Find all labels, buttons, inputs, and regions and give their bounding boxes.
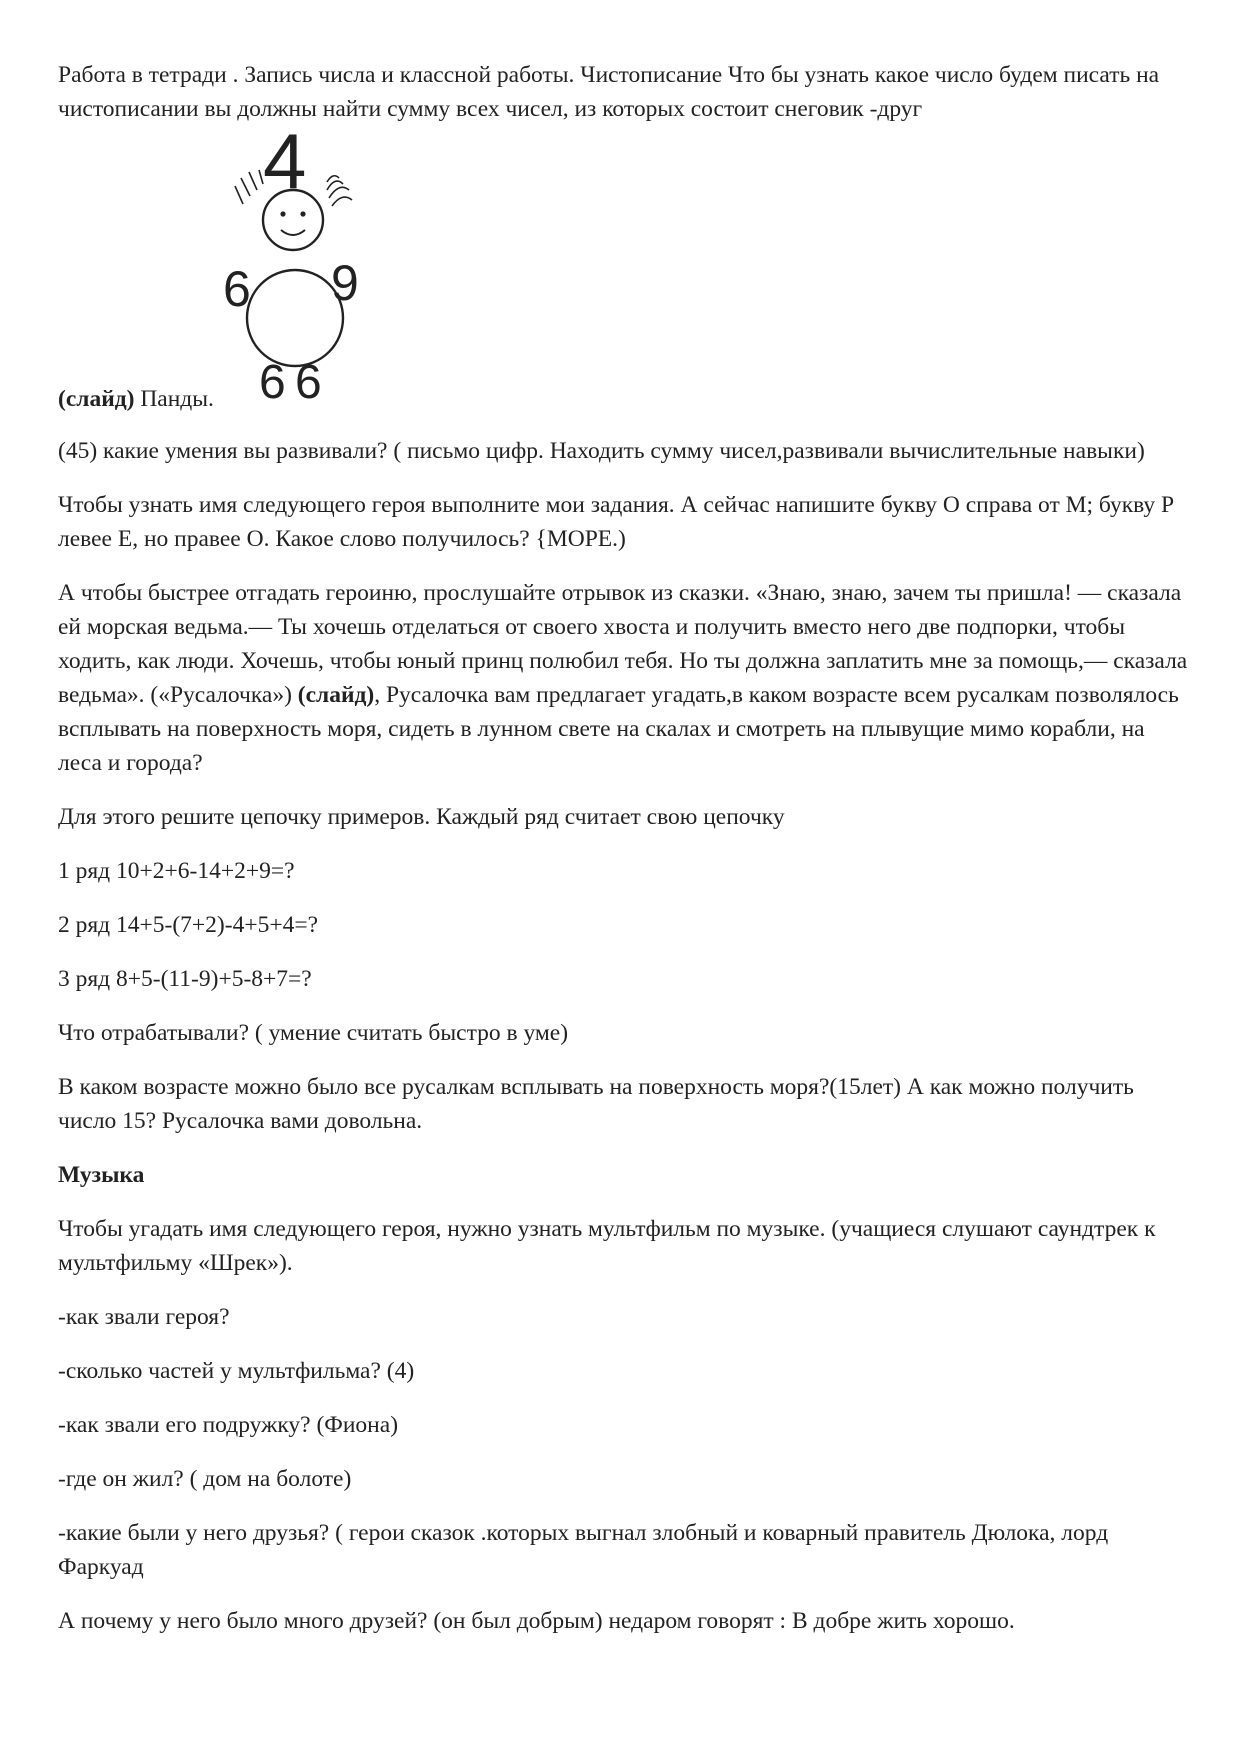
paragraph-music: Чтобы угадать имя следующего героя, нужно узнать мультфильм по музыке. (учащиеся слушают саундтрек к мультфильму «Шрек»).	[58, 1216, 1156, 1276]
pandas-text: Панды.	[134, 386, 214, 412]
paragraph-45: (45) какие умения вы развивали? ( письмо цифр. Находить сумму чисел,развивали вычислительные навыки)	[58, 438, 1145, 464]
paragraph-final: А почему у него было много друзей? (он был добрым) недаром говорят : В добре жить хорошо.	[58, 1608, 1015, 1634]
rusalka-text-2: , Русалочка вам предлагает угадать,в каком возрасте всем русалкам позволялось всплывать на поверхность моря, сидеть в лунном свете на скалах и смотреть на плывущие мимо корабли, на леса и города?	[58, 682, 1179, 776]
right-arm-digit-9: 9	[331, 255, 359, 311]
right-foot-digit-6: 6	[295, 356, 322, 409]
slide-pandas-line	[58, 382, 214, 416]
paragraph-practiced: Что отрабатывали? ( умение считать быстро в уме)	[58, 1020, 569, 1046]
question-parts: -сколько частей у мультфильма? (4)	[58, 1358, 415, 1384]
left-foot-digit-6: 6	[259, 356, 286, 409]
head-digit-4: 4	[263, 128, 307, 205]
smile	[281, 230, 305, 235]
row-2-example: 2 ряд 14+5-(7+2)-4+5+4=?	[58, 912, 319, 938]
intro-paragraph: Работа в тетради . Запись числа и классной работы. Чистописание Что бы узнать какое число будем писать на чистописании вы должны найти сумму всех чисел, из которых состоит снеговик -друг	[58, 62, 1160, 122]
rusalka-slide-label: (слайд)	[297, 682, 375, 708]
music-heading-text: Музыка	[58, 1162, 145, 1188]
question-girlfriend: -как звали его подружку? (Фиона)	[58, 1412, 399, 1438]
snowman-row	[58, 126, 1188, 416]
left-eye	[280, 211, 285, 216]
number-snowman-drawing	[223, 128, 413, 413]
slide-label: (слайд)	[58, 386, 135, 412]
paragraph-rusalka	[58, 576, 1188, 780]
paragraph-more: Чтобы узнать имя следующего героя выполните мои задания. А сейчас напишите букву О справа от М; букву Р левее Е, но правее О. Какое слово получилось? {МОРЕ.)	[58, 492, 1175, 552]
paragraph-chain: Для этого решите цепочку примеров. Каждый ряд считает свою цепочку	[58, 804, 785, 830]
music-heading	[58, 1158, 1188, 1192]
left-arm-digit-6: 6	[223, 261, 251, 317]
snowman-body	[247, 270, 343, 366]
rusalka-text-1: А чтобы быстрее отгадать героиню, прослушайте отрывок из сказки. «Знаю, знаю, зачем ты пришла! — сказала ей морская ведьма.— Ты хочешь отделаться от своего хвоста и получить вместо него две подпорки, чтобы ходить, как люди. Хочешь, чтобы юный принц полюбил тебя. Но ты должна заплатить мне за помощь,— сказала ведьма». («Русалочка»)	[58, 580, 1188, 708]
question-hero-name: -как звали героя?	[58, 1304, 230, 1330]
document-page	[58, 58, 1188, 1658]
row-1-example: 1 ряд 10+2+6-14+2+9=?	[58, 858, 295, 884]
paragraph-age: В каком возрасте можно было все русалкам всплывать на поверхность моря?(15лет) А как можно получить число 15? Русалочка вами довольна.	[58, 1074, 1134, 1134]
row-3-example: 3 ряд 8+5-(11-9)+5-8+7=?	[58, 966, 312, 992]
question-home: -где он жил? ( дом на болоте)	[58, 1466, 352, 1492]
question-friends: -какие были у него друзья? ( герои сказок .которых выгнал злобный и коварный правитель Дюлока, лорд Фаркуад	[58, 1520, 1109, 1580]
right-eye	[300, 211, 305, 216]
